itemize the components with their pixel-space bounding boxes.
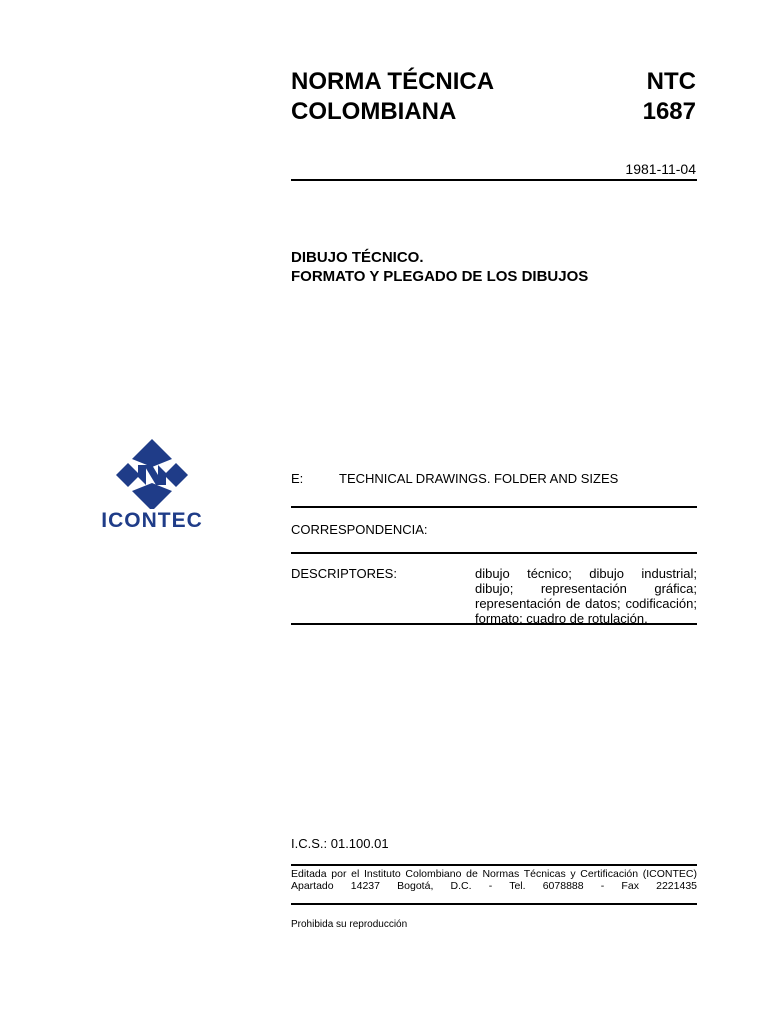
correspondencia-divider (291, 552, 697, 554)
ics-divider (291, 864, 697, 866)
descriptores-text (475, 566, 697, 626)
reproduction-notice: Prohibida su reproducción (291, 919, 408, 930)
ics-code: I.C.S.: 01.100.01 (291, 836, 389, 851)
subject-line1: DIBUJO TÉCNICO. (291, 249, 424, 266)
english-title: TECHNICAL DRAWINGS. FOLDER AND SIZES (339, 471, 619, 486)
subject-line2: FORMATO Y PLEGADO DE LOS DIBUJOS (291, 268, 589, 285)
icontec-logo (94, 437, 210, 533)
standard-code-prefix: NTC (646, 68, 696, 95)
icontec-logo-text: ICONTEC (101, 509, 203, 532)
descriptores-divider (291, 623, 697, 625)
publisher-divider (291, 903, 697, 905)
standard-title-line2: COLOMBIANA (291, 98, 457, 125)
standard-code-number: 1687 (642, 98, 696, 125)
publication-date: 1981-11-04 (625, 161, 696, 177)
standard-code (600, 67, 696, 127)
standard-title (291, 67, 494, 127)
publisher-line2: Apartado 14237 Bogotá, D.C. - Tel. 6078888 - Fax 2221435 (291, 880, 697, 892)
publisher-info (291, 868, 697, 892)
english-label: E: (291, 471, 304, 486)
descriptores-label: DESCRIPTORES: (291, 566, 397, 581)
document-subject (291, 248, 588, 286)
publisher-line1: Editada por el Instituto Colombiano de Normas Técnicas y Certificación (ICONTEC) (291, 868, 697, 880)
standard-title-line1: NORMA TÉCNICA (291, 68, 495, 95)
header-divider (291, 179, 697, 181)
icontec-logo-icon (94, 437, 210, 509)
correspondencia-label: CORRESPONDENCIA: (291, 522, 428, 537)
descriptores-main: dibujo técnico; dibujo industrial; dibujo; representación gráfica; representación de datos; codificación; (475, 566, 697, 611)
descriptores-last: formato; cuadro de rotulación. (475, 611, 648, 626)
english-divider (291, 506, 697, 508)
